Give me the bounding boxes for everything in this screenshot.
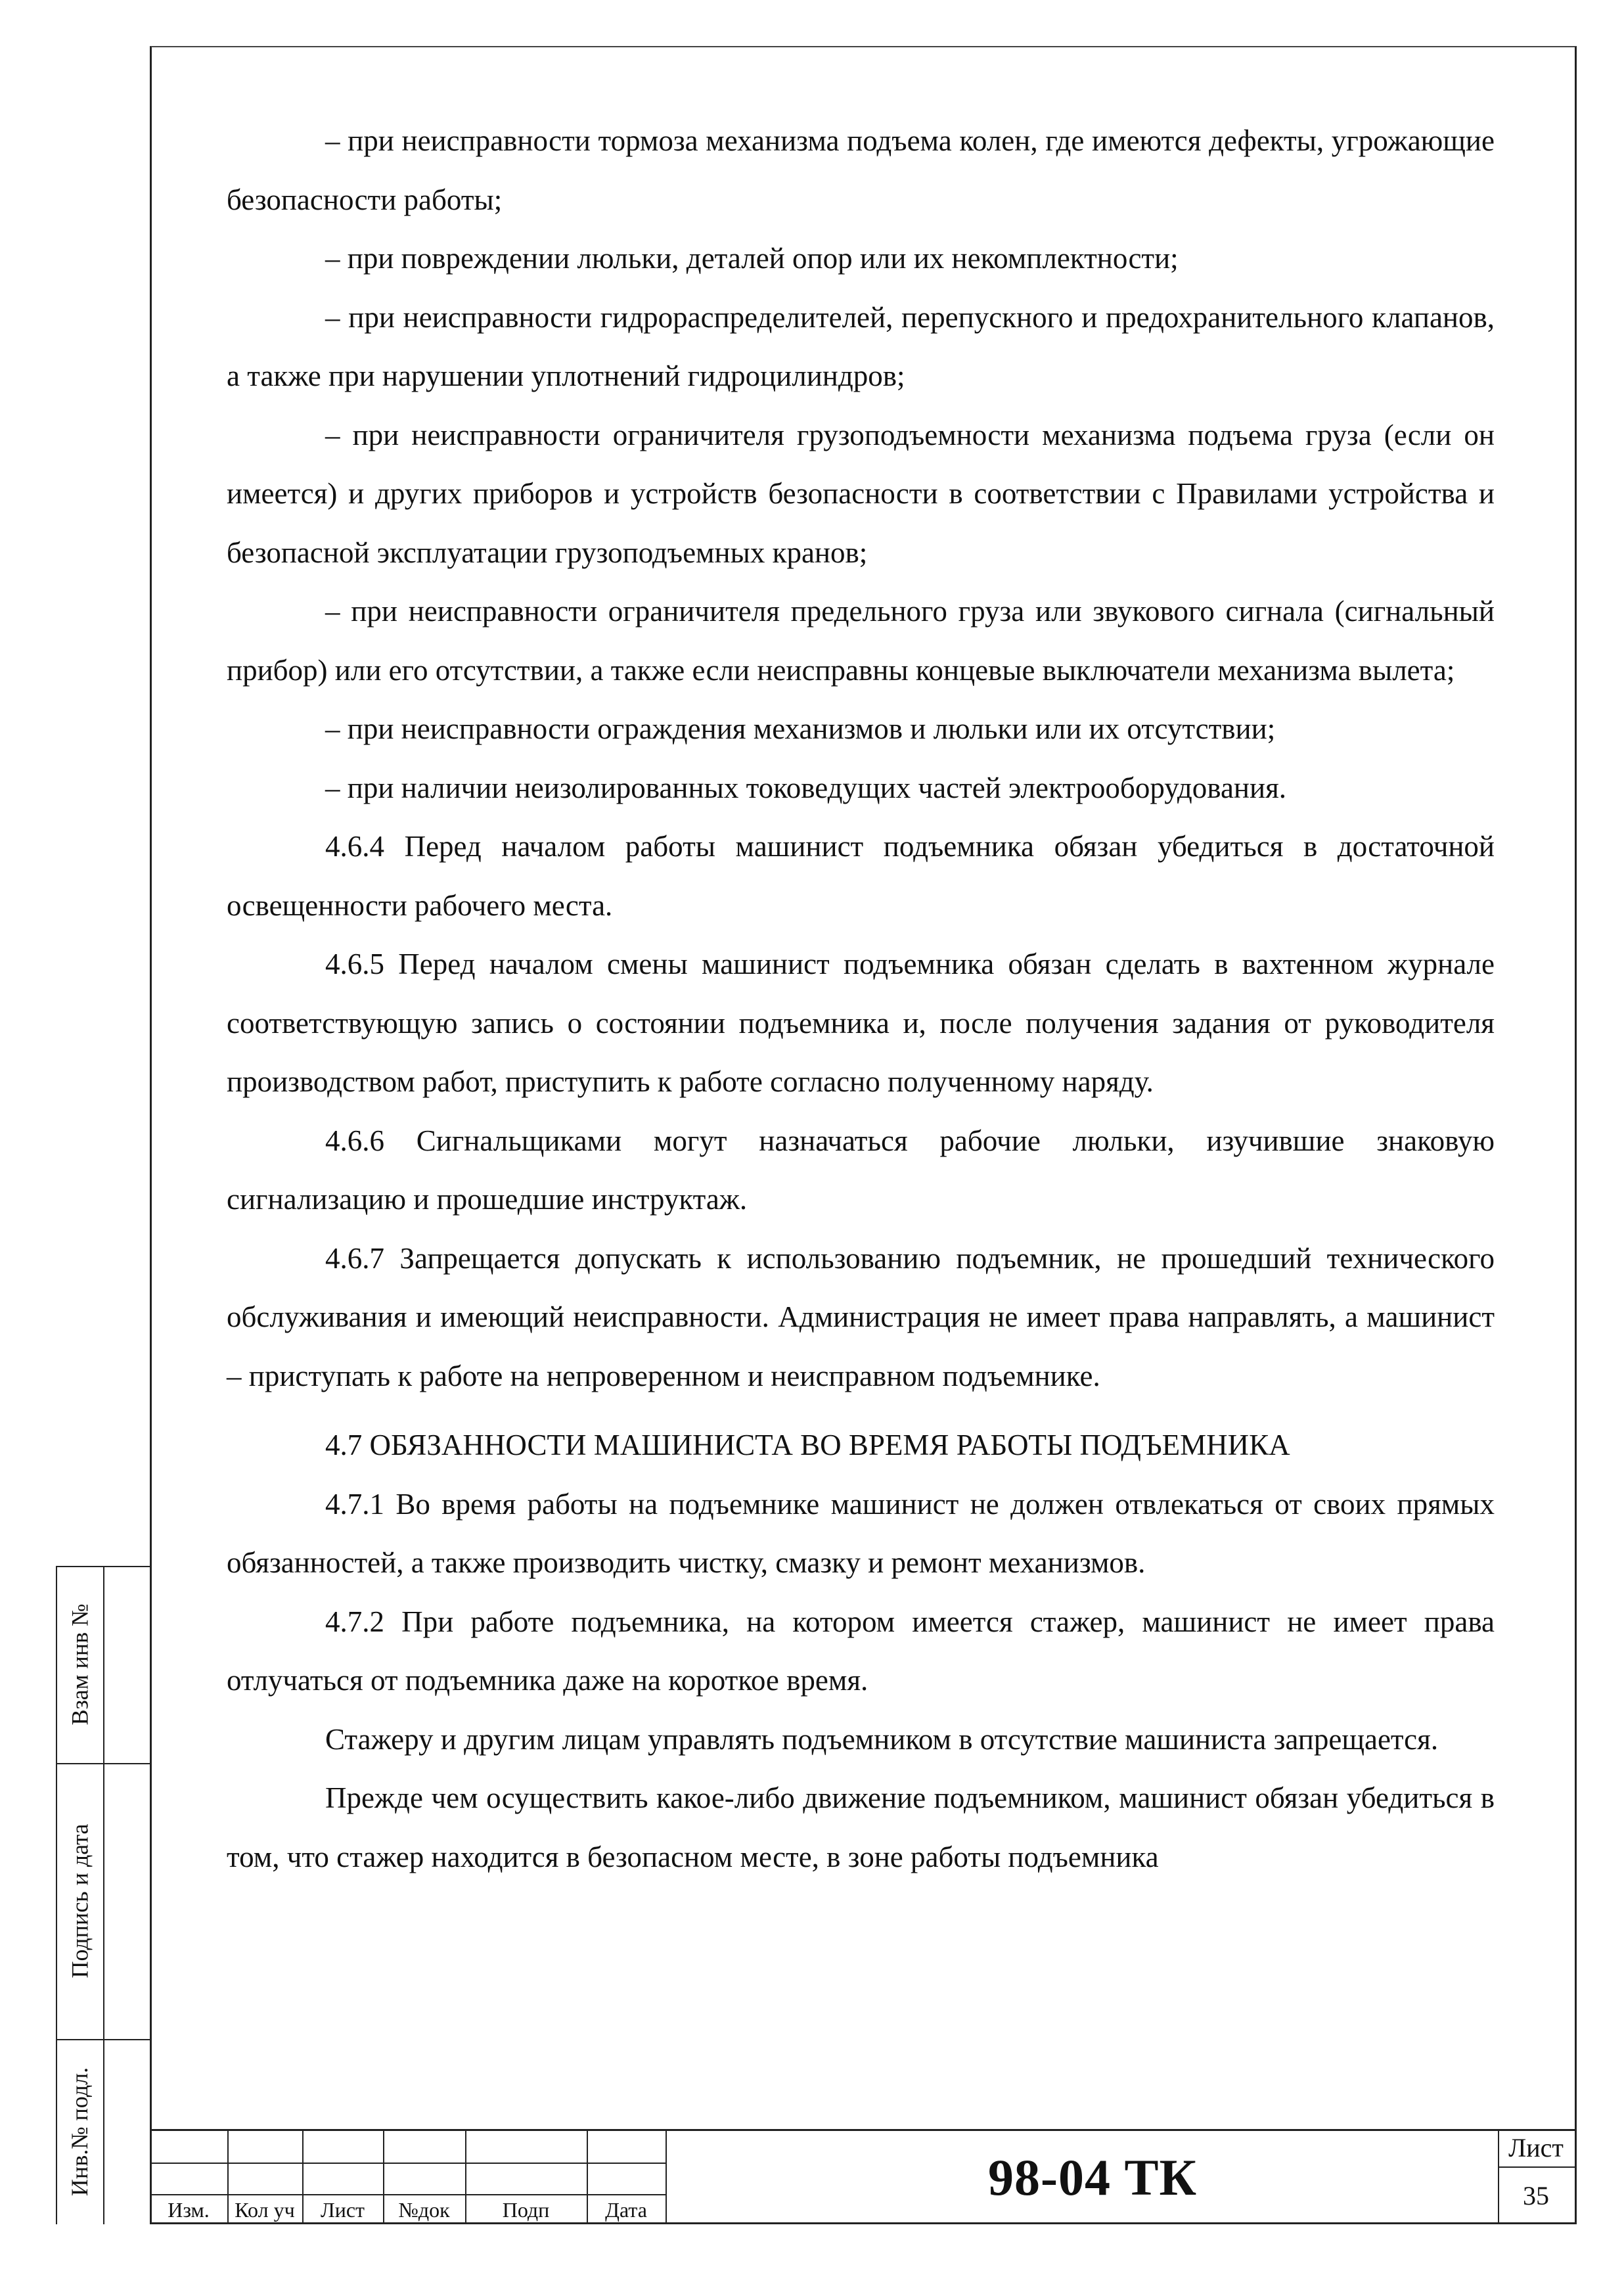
stamp-signature-date: Подпись и дата	[66, 1823, 93, 1979]
paragraph: – при неисправности ограничителя предельного груза или звукового сигнала (сигнальный прибор) или его отсутствии, а также если неисправны концевые выключатели механизма вылета;	[227, 595, 1495, 687]
header-date: Дата	[605, 2197, 647, 2222]
header-count: Кол уч	[235, 2197, 295, 2222]
binding-stamp	[56, 1566, 150, 2224]
header-doc-no: №док	[398, 2197, 450, 2222]
paragraph: – при повреждении люльки, деталей опор или их некомплектности;	[325, 242, 1179, 275]
paragraph: Стажеру и другим лицам управлять подъемником в отсутствие машиниста запрещается.	[325, 1722, 1439, 1756]
section-heading: 4.7 ОБЯЗАННОСТИ МАШИНИСТА ВО ВРЕМЯ РАБОТЫ ПОДЪЕМНИКА	[325, 1429, 1290, 1461]
sheet-label: Лист	[1508, 2132, 1564, 2163]
header-sheet: Лист	[320, 2197, 365, 2222]
paragraph: – при неисправности тормоза механизма подъема колен, где имеются дефекты, угрожающие безопасности работы;	[227, 124, 1495, 216]
sheet-number: 35	[1523, 2180, 1549, 2210]
paragraph: 4.7.2 При работе подъемника, на котором имеется стажер, машинист не имеет права отлучаться от подъемника даже на короткое время.	[227, 1605, 1495, 1697]
paragraph: – при неисправности ограничителя грузоподъемности механизма подъема груза (если он имеется) и других приборов и устройств безопасности в соответствии с Правилами устройства и безопасной эксплуатации грузоподъемных кранов;	[227, 418, 1495, 569]
paragraph: 4.6.4 Перед началом работы машинист подъемника обязан убедиться в достаточной освещенности рабочего места.	[227, 830, 1495, 922]
stamp-replacement-inv: Взам инв №	[66, 1603, 93, 1726]
title-block	[150, 2129, 1577, 2224]
paragraph: – при неисправности ограждения механизмов и люльки или их отсутствии;	[325, 712, 1276, 745]
paragraph: – при неисправности гидрораспределителей, перепускного и предохранительного клапанов, а также при нарушении уплотнений гидроцилиндров;	[227, 300, 1495, 392]
document-code: 98-04 ТК	[987, 2149, 1198, 2206]
paragraph: – при наличии неизолированных токоведущих частей электрооборудования.	[325, 771, 1287, 804]
document-body	[227, 112, 1495, 1887]
header-change: Изм.	[168, 2197, 210, 2222]
paragraph: 4.7.1 Во время работы на подъемнике машинист не должен отвлекаться от своих прямых обязанностей, а также производить чистку, смазку и ремонт механизмов.	[227, 1487, 1495, 1579]
paragraph: 4.6.5 Перед началом смены машинист подъемника обязан сделать в вахтенном журнале соответствующую запись о состоянии подъемника и, после получения задания от руководителя производством работ, приступить к работе согласно полученному наряду.	[227, 948, 1495, 1098]
header-signature: Подп	[502, 2197, 550, 2222]
paragraph: Прежде чем осуществить какое-либо движение подъемником, машинист обязан убедиться в том, что стажер находится в безопасном месте, в зоне работы подъемника	[227, 1781, 1495, 1873]
paragraph: 4.6.6 Сигнальщиками могут назначаться рабочие люльки, изучившие знаковую сигнализацию и прошедшие инструктаж.	[227, 1124, 1495, 1216]
stamp-original-inv: Инв.№ подл.	[66, 2067, 93, 2197]
paragraph: 4.6.7 Запрещается допускать к использованию подъемник, не прошедший технического обслуживания и имеющий неисправности. Администрация не имеет права направлять, а машинист – приступать к работе на непроверенном и неисправном подъемнике.	[227, 1241, 1495, 1392]
